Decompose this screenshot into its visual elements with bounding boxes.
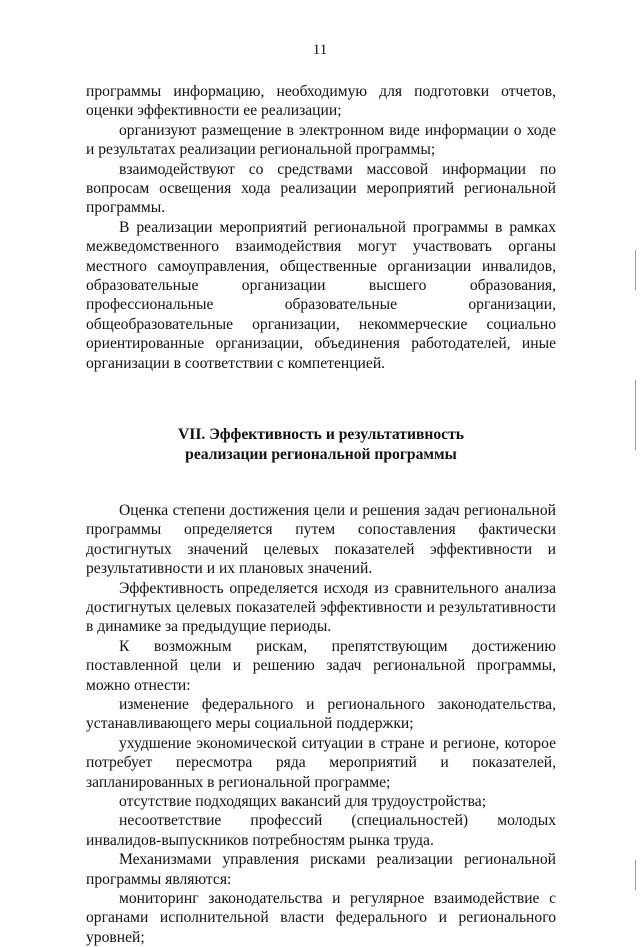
paragraph: ухудшение экономической ситуации в стране и регионе, которое потребует пересмотра ряда мероприятий и показателей, запланированных в региональной программе; (86, 734, 556, 791)
paragraph: Оценка степени достижения цели и решения задач региональной программы определяется путем сопоставления фактически достигнутых значений целевых показателей эффективности и результативности и их плановых значений. (86, 501, 556, 578)
paragraph: мониторинг законодательства и регулярное взаимодействие с органами исполнительной власти федерального и регионального уровней; (86, 890, 556, 946)
scan-edge-mark (635, 860, 636, 890)
paragraph: изменение федерального и регионального законодательства, устанавливающего меры социальной поддержки; (86, 695, 556, 733)
paragraph: программы информацию, необходимую для подготовки отчетов, оценки эффективности ее реализации; (86, 83, 556, 120)
scan-edge-mark (635, 250, 636, 290)
paragraph: К возможным рискам, препятствующим достижению поставленной цели и решению задач региональной программы, можно отнести: (86, 637, 556, 694)
section-heading (86, 425, 556, 464)
page-number: 11 (312, 42, 328, 58)
paragraph: Механизмами управления рисками реализации региональной программы являются: (86, 851, 556, 888)
paragraph: несоответствие профессий (специальностей) молодых инвалидов-выпускников потребностям рынка труда. (86, 812, 556, 849)
paragraph: В реализации мероприятий региональной программы в рамках межведомственного взаимодействия могут участвовать органы местного самоуправления, общественные организации инвалидов, образовательные организации высшего образования, профессиональные образовательные организации, общеобразовательные организации, некоммерческие социально ориентированные организации, объединения работодателей, иные организации в соответствии с компетенцией. (86, 218, 556, 372)
section-heading-line-2: реализации региональной программы (185, 445, 457, 463)
paragraph: Эффективность определяется исходя из сравнительного анализа достигнутых целевых показателей эффективности и результативности в динамике за предыдущие периоды. (86, 579, 556, 636)
section-heading-line-1: VII. Эффективность и результативность (178, 426, 464, 444)
paragraph: отсутствие подходящих вакансий для трудоустройства; (119, 793, 487, 810)
document-body (86, 82, 556, 947)
paragraph: организуют размещение в электронном виде информации о ходе и результатах реализации региональной программы; (86, 121, 556, 159)
paragraph: взаимодействуют со средствами массовой информации по вопросам освещения хода реализации мероприятий региональной программы. (86, 160, 556, 217)
scan-edge-mark (635, 380, 636, 450)
